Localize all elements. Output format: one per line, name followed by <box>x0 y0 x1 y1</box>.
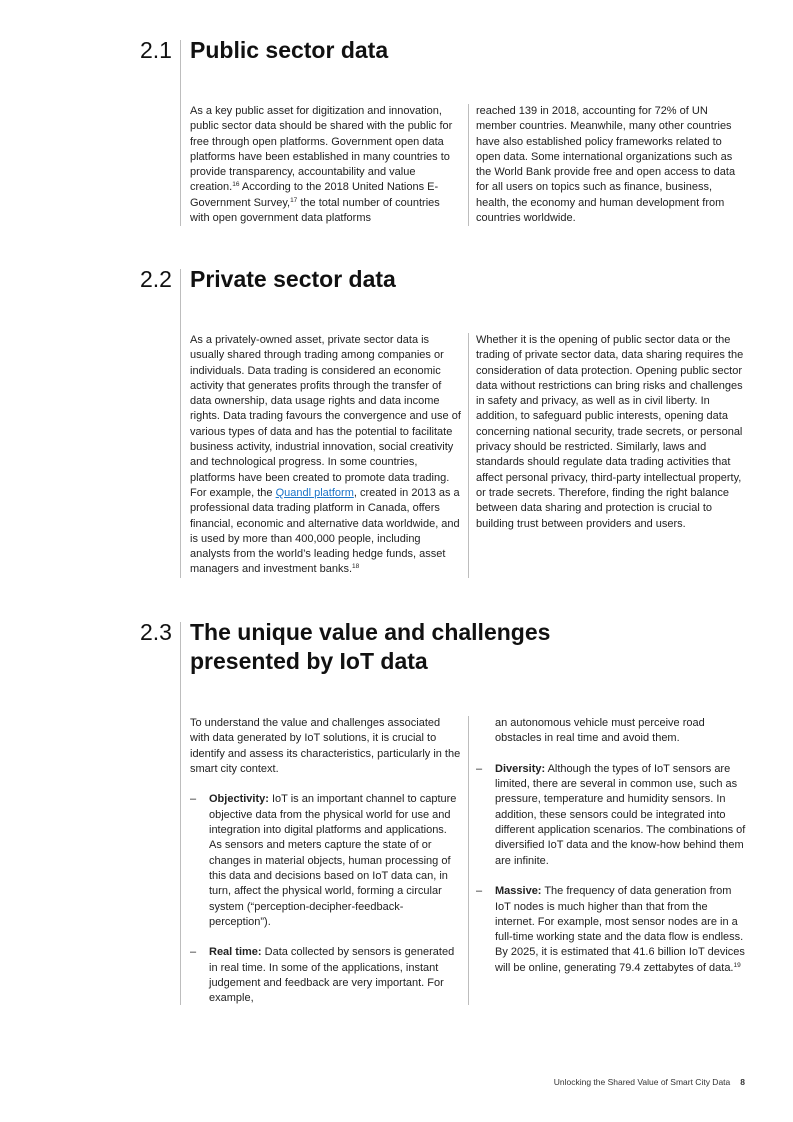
bullet-list <box>190 792 462 1006</box>
section-2-2-rule <box>180 269 181 578</box>
bullet-term: Objectivity: <box>209 793 269 806</box>
section-2-2-column-divider <box>468 333 469 578</box>
text: As a privately-owned asset, private sector data is usually shared through trading among companies or individuals. Data trading is considered an economic activity that generates profits through the transfer of data ownership, data usage rights and data income rights. Data trading favours the convergence and use of various types of data and has the potential to facilitate business activity, industrial innovation, social creativity and technological progress. In some countries, platforms have been created to promote data trading. For example, the <box>190 334 461 499</box>
section-2-1-right-column <box>476 104 748 226</box>
text: the total number of countries with open government data platforms <box>190 196 440 225</box>
bullet-term: Diversity: <box>495 762 546 775</box>
paragraph: To understand the value and challenges associated with data generated by IoT solutions, it is crucial to identify and assess its characteristics, particularly in the smart city context. <box>190 717 461 775</box>
list-item <box>476 762 748 869</box>
section-2-3-title: The unique value and challenges presented by IoT data <box>190 619 551 674</box>
section-2-1-number: 2.1 <box>140 37 172 63</box>
footnote-ref: 16 <box>232 181 240 189</box>
section-2-3-number: 2.3 <box>140 619 172 645</box>
paragraph: Whether it is the opening of public sector data or the trading of private sector data, data sharing requires the consideration of data protection. Opening public sector data without restrictions can bring risks and challenges in safety and privacy, as well as in civil liberty. In addition, to safeguard public interests, opening data concerning national security, trade secrets, or personal privacy should be restricted. Similarly, laws and standards should regulate data trading activities that affect personal privacy, third-party intellectual property, or trade secrets. Therefore, finding the right balance between data sharing and protection is crucial to building trust between providers and users. <box>476 334 744 530</box>
section-2-3-column-divider <box>468 716 469 1005</box>
text: , created in 2013 as a professional data trading platform in Canada, offers financial, economic and alternative data worldwide, and is used by more than 400,000 people, including analysts from the world’s leading hedge funds, asset managers and investment banks. <box>190 486 460 576</box>
bullet-text: The frequency of data generation from IoT nodes is much higher than that from the internet. For example, most sensor nodes are in a full-time working state and the data flow is endless. By 2025, it is estimated that 41.6 billion IoT devices will be online, generating 79.4 zettabytes of data. <box>495 885 745 974</box>
bullet-text: IoT is an important channel to capture objective data from the physical world for use and integration into digital platforms and applications. As sensors and meters capture the state of or changes in material objects, human processing of this data and decisions based on IoT data can, in turn, affect the physical world, forming a circular system (“perception-decipher-feedback-perception”). <box>209 793 457 928</box>
section-2-3-left-column <box>190 716 462 1007</box>
paragraph <box>190 333 462 578</box>
page-number: 8 <box>740 1077 745 1087</box>
section-2-1-rule <box>180 40 181 226</box>
bullet-text: Data collected by sensors is generated in real time. In some of the applications, instant judgement and feedback are very important. For example, <box>209 946 455 1005</box>
section-2-2-title: Private sector data <box>190 266 396 292</box>
footer-title: Unlocking the Shared Value of Smart City Data <box>553 1077 731 1087</box>
bullet-term: Massive: <box>495 885 542 898</box>
paragraph <box>190 104 462 226</box>
section-2-1-title: Public sector data <box>190 37 389 63</box>
bullet-term: Real time: <box>209 946 262 959</box>
section-2-2-right-column <box>476 333 748 532</box>
section-2-3-rule <box>180 622 181 1005</box>
section-2-2-left-column <box>190 333 462 578</box>
text: As a key public asset for digitization and innovation, public sector data should be shared with the public for free through open platforms. Government open data platforms have been established in many countries to provide transparency, accountability and value creation. <box>190 105 453 194</box>
bullet-text: Although the types of IoT sensors are limited, there are several in common use, such as pressure, temperature and humidity sensors. In addition, these sensors could be integrated into different application scenarios. The combinations of diversified IoT data and the know-how behind them are infinite. <box>495 762 746 867</box>
bullet-list <box>476 762 748 976</box>
footnote-ref: 19 <box>733 961 741 969</box>
section-2-3-right-column <box>476 716 748 976</box>
list-item <box>190 792 462 930</box>
quandl-platform-link[interactable]: Quandl platform <box>275 486 354 499</box>
footnote-ref: 18 <box>352 563 360 571</box>
section-2-1-column-divider <box>468 104 469 226</box>
paragraph: reached 139 in 2018, accounting for 72% of UN member countries. Meanwhile, many other countries have also established policy frameworks related to open data. Some international organizations such as the World Bank provide free and open access to data for all users on topics such as finance, business, health, the economy and human development from countries worldwide. <box>476 105 736 225</box>
paragraph: an autonomous vehicle must perceive road obstacles in real time and avoid them. <box>495 717 705 745</box>
list-item <box>476 884 748 976</box>
footnote-ref: 17 <box>290 196 298 204</box>
text: According to the 2018 United Nations E-Government Survey, <box>190 181 439 209</box>
section-2-1-left-column <box>190 104 462 226</box>
section-2-2-number: 2.2 <box>140 266 172 292</box>
page-footer <box>554 1077 745 1087</box>
list-item <box>190 945 462 1006</box>
